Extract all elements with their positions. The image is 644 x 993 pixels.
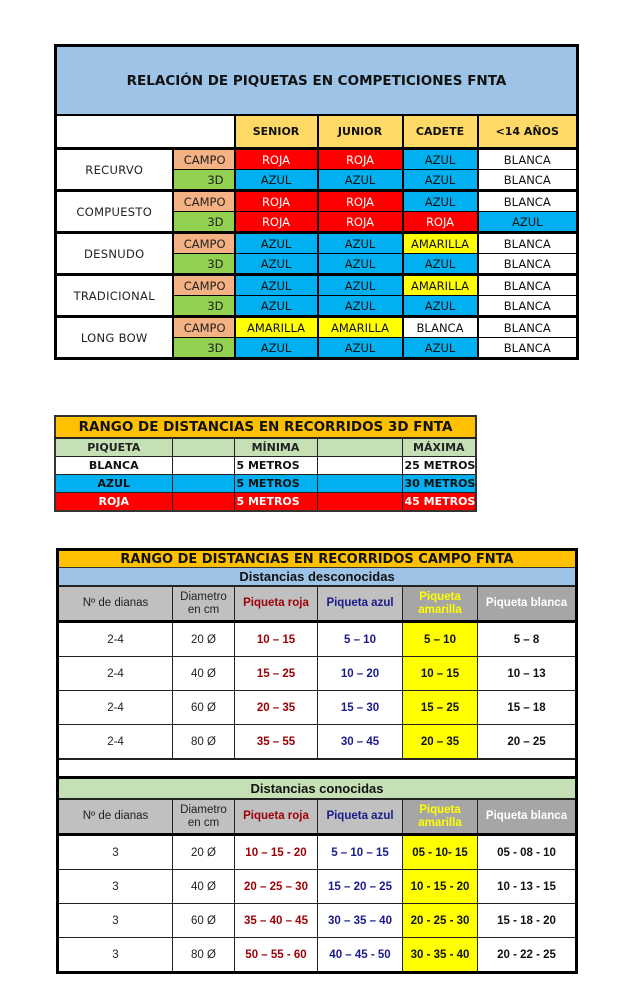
- arma-label: TRADICIONAL: [56, 275, 173, 317]
- modalidad-label: CAMPO: [173, 149, 235, 170]
- amarilla-range: 20 - 25 - 30: [403, 904, 478, 938]
- diametro-cell: 40 Ø: [173, 870, 235, 904]
- table-row: [56, 275, 578, 296]
- piqueta-cell: AZUL: [235, 170, 318, 191]
- piqueta-cell: BLANCA: [478, 317, 578, 338]
- piqueta-label: BLANCA: [55, 457, 172, 475]
- roja-range: 20 – 35: [235, 691, 318, 725]
- table-row: [58, 835, 577, 870]
- modalidad-label: 3D: [173, 254, 235, 275]
- table-row: [55, 493, 476, 512]
- header-piqueta-amarilla: Piqueta amarilla: [403, 586, 478, 622]
- amarilla-range: 20 – 35: [403, 725, 478, 760]
- diametro-cell: 60 Ø: [173, 904, 235, 938]
- piqueta-cell: AZUL: [235, 254, 318, 275]
- piqueta-cell: AZUL: [403, 254, 478, 275]
- desconocidas-body: [58, 622, 577, 760]
- modalidad-label: CAMPO: [173, 191, 235, 212]
- header-menores: <14 AÑOS: [478, 115, 578, 149]
- table-row: [56, 149, 578, 170]
- arma-label: COMPUESTO: [56, 191, 173, 233]
- spacer-cell: [317, 475, 402, 493]
- amarilla-range: 05 - 10- 15: [403, 835, 478, 870]
- rango-campo-title: RANGO DE DISTANCIAS EN RECORRIDOS CAMPO FNTA: [58, 550, 577, 568]
- roja-range: 20 – 25 – 30: [235, 870, 318, 904]
- table-row: [58, 870, 577, 904]
- rango-3d-title: RANGO DE DISTANCIAS EN RECORRIDOS 3D FNTA: [55, 416, 476, 438]
- dianas-cell: 3: [58, 835, 173, 870]
- header-diametro: Diametro en cm: [173, 799, 235, 835]
- roja-range: 35 – 55: [235, 725, 318, 760]
- dianas-cell: 3: [58, 870, 173, 904]
- piqueta-cell: ROJA: [318, 149, 403, 170]
- spacer-cell: [172, 493, 234, 512]
- table-row: [58, 622, 577, 657]
- spacer-row: [58, 759, 577, 778]
- roja-range: 35 – 40 – 45: [235, 904, 318, 938]
- conocidas-body: [58, 835, 577, 973]
- roja-range: 15 – 25: [235, 657, 318, 691]
- header-dianas: Nº de dianas: [58, 799, 173, 835]
- modalidad-label: 3D: [173, 170, 235, 191]
- header-maxima: MÁXIMA: [402, 438, 476, 457]
- header-blank-cell: [56, 115, 235, 149]
- header-spacer: [172, 438, 234, 457]
- relacion-title: RELACIÓN DE PIQUETAS EN COMPETICIONES FNTA: [56, 46, 578, 116]
- desconocidas-title: Distancias desconocidas: [58, 568, 577, 587]
- piqueta-cell: BLANCA: [478, 191, 578, 212]
- piqueta-cell: BLANCA: [478, 254, 578, 275]
- desconocidas-header-row: [58, 586, 577, 622]
- conocidas-header-row: [58, 799, 577, 835]
- conocidas-title: Distancias conocidas: [58, 778, 577, 800]
- spacer-cell: [172, 475, 234, 493]
- dianas-cell: 2-4: [58, 657, 173, 691]
- piqueta-cell: AZUL: [403, 296, 478, 317]
- piqueta-cell: AZUL: [318, 254, 403, 275]
- header-spacer: [317, 438, 402, 457]
- header-piqueta-azul: Piqueta azul: [318, 799, 403, 835]
- header-minima: MÍNIMA: [234, 438, 317, 457]
- modalidad-label: CAMPO: [173, 317, 235, 338]
- diametro-cell: 80 Ø: [173, 938, 235, 973]
- blanca-range: 10 – 13: [478, 657, 577, 691]
- table-row: [58, 691, 577, 725]
- piqueta-cell: AZUL: [318, 170, 403, 191]
- piqueta-cell: BLANCA: [478, 296, 578, 317]
- diametro-cell: 40 Ø: [173, 657, 235, 691]
- piqueta-cell: AZUL: [478, 212, 578, 233]
- piqueta-cell: AZUL: [235, 275, 318, 296]
- diametro-cell: 60 Ø: [173, 691, 235, 725]
- roja-range: 10 – 15 - 20: [235, 835, 318, 870]
- piqueta-cell: AZUL: [318, 275, 403, 296]
- amarilla-range: 5 – 10: [403, 622, 478, 657]
- maxima-value: 30 METROS: [402, 475, 476, 493]
- table-row: [56, 317, 578, 338]
- blanca-range: 05 - 08 - 10: [478, 835, 577, 870]
- amarilla-range: 10 – 15: [403, 657, 478, 691]
- dianas-cell: 3: [58, 904, 173, 938]
- dianas-cell: 2-4: [58, 691, 173, 725]
- azul-range: 40 – 45 - 50: [318, 938, 403, 973]
- table-row: [56, 233, 578, 254]
- spacer-cell: [317, 457, 402, 475]
- table-row: [55, 475, 476, 493]
- minima-value: 5 METROS: [234, 493, 317, 512]
- azul-range: 30 – 45: [318, 725, 403, 760]
- piqueta-cell: AZUL: [403, 338, 478, 359]
- modalidad-label: 3D: [173, 338, 235, 359]
- header-piqueta: PIQUETA: [55, 438, 172, 457]
- header-dianas: Nº de dianas: [58, 586, 173, 622]
- piqueta-cell: AZUL: [235, 296, 318, 317]
- piqueta-cell: BLANCA: [478, 149, 578, 170]
- piqueta-cell: AMARILLA: [235, 317, 318, 338]
- piqueta-cell: AZUL: [318, 296, 403, 317]
- rango-3d-table: [54, 415, 477, 512]
- blanca-range: 20 – 25: [478, 725, 577, 760]
- modalidad-label: CAMPO: [173, 275, 235, 296]
- table-row: [55, 457, 476, 475]
- table-row: [58, 938, 577, 973]
- header-piqueta-roja: Piqueta roja: [235, 799, 318, 835]
- header-piqueta-roja: Piqueta roja: [235, 586, 318, 622]
- azul-range: 5 – 10 – 15: [318, 835, 403, 870]
- azul-range: 15 – 30: [318, 691, 403, 725]
- piqueta-cell: ROJA: [403, 212, 478, 233]
- piqueta-cell: ROJA: [235, 191, 318, 212]
- arma-label: DESNUDO: [56, 233, 173, 275]
- maxima-value: 25 METROS: [402, 457, 476, 475]
- table-row: [58, 657, 577, 691]
- piqueta-cell: AMARILLA: [318, 317, 403, 338]
- amarilla-range: 15 – 25: [403, 691, 478, 725]
- diametro-cell: 20 Ø: [173, 622, 235, 657]
- piqueta-cell: ROJA: [235, 212, 318, 233]
- maxima-value: 45 METROS: [402, 493, 476, 512]
- dianas-cell: 3: [58, 938, 173, 973]
- relacion-piquetas-table: [54, 44, 579, 360]
- table-row: [58, 904, 577, 938]
- table-row: [58, 725, 577, 760]
- blanca-range: 15 – 18: [478, 691, 577, 725]
- piqueta-cell: ROJA: [318, 191, 403, 212]
- diametro-cell: 20 Ø: [173, 835, 235, 870]
- piqueta-cell: AZUL: [235, 233, 318, 254]
- spacer-cell: [172, 457, 234, 475]
- amarilla-range: 10 - 15 - 20: [403, 870, 478, 904]
- arma-label: LONG BOW: [56, 317, 173, 359]
- rango-3d-body: [55, 457, 476, 512]
- header-piqueta-blanca: Piqueta blanca: [478, 586, 577, 622]
- piqueta-cell: AZUL: [235, 338, 318, 359]
- header-cadete: CADETE: [403, 115, 478, 149]
- relacion-body: [56, 149, 578, 359]
- diametro-cell: 80 Ø: [173, 725, 235, 760]
- header-diametro: Diametro en cm: [173, 586, 235, 622]
- blanca-range: 15 - 18 - 20: [478, 904, 577, 938]
- azul-range: 30 – 35 – 40: [318, 904, 403, 938]
- roja-range: 50 – 55 - 60: [235, 938, 318, 973]
- spacer-cell: [58, 759, 577, 778]
- minima-value: 5 METROS: [234, 457, 317, 475]
- rango-campo-table: [56, 548, 578, 974]
- piqueta-cell: BLANCA: [478, 170, 578, 191]
- piqueta-cell: ROJA: [318, 212, 403, 233]
- piqueta-cell: AZUL: [318, 338, 403, 359]
- dianas-cell: 2-4: [58, 622, 173, 657]
- piqueta-cell: BLANCA: [478, 233, 578, 254]
- azul-range: 10 – 20: [318, 657, 403, 691]
- piqueta-cell: ROJA: [235, 149, 318, 170]
- blanca-range: 10 - 13 - 15: [478, 870, 577, 904]
- piqueta-cell: BLANCA: [478, 338, 578, 359]
- piqueta-cell: BLANCA: [403, 317, 478, 338]
- header-senior: SENIOR: [235, 115, 318, 149]
- modalidad-label: 3D: [173, 296, 235, 317]
- piqueta-label: ROJA: [55, 493, 172, 512]
- piqueta-cell: AZUL: [318, 233, 403, 254]
- header-piqueta-blanca: Piqueta blanca: [478, 799, 577, 835]
- piqueta-cell: BLANCA: [478, 275, 578, 296]
- piqueta-cell: AMARILLA: [403, 233, 478, 254]
- roja-range: 10 – 15: [235, 622, 318, 657]
- piqueta-cell: AZUL: [403, 170, 478, 191]
- header-junior: JUNIOR: [318, 115, 403, 149]
- piqueta-cell: AMARILLA: [403, 275, 478, 296]
- modalidad-label: 3D: [173, 212, 235, 233]
- azul-range: 15 – 20 – 25: [318, 870, 403, 904]
- header-piqueta-amarilla: Piqueta amarilla: [403, 799, 478, 835]
- piqueta-label: AZUL: [55, 475, 172, 493]
- dianas-cell: 2-4: [58, 725, 173, 760]
- minima-value: 5 METROS: [234, 475, 317, 493]
- amarilla-range: 30 - 35 - 40: [403, 938, 478, 973]
- piqueta-cell: AZUL: [403, 149, 478, 170]
- table-row: [56, 191, 578, 212]
- blanca-range: 5 – 8: [478, 622, 577, 657]
- spacer-cell: [317, 493, 402, 512]
- header-piqueta-azul: Piqueta azul: [318, 586, 403, 622]
- arma-label: RECURVO: [56, 149, 173, 191]
- azul-range: 5 – 10: [318, 622, 403, 657]
- modalidad-label: CAMPO: [173, 233, 235, 254]
- blanca-range: 20 - 22 - 25: [478, 938, 577, 973]
- piqueta-cell: AZUL: [403, 191, 478, 212]
